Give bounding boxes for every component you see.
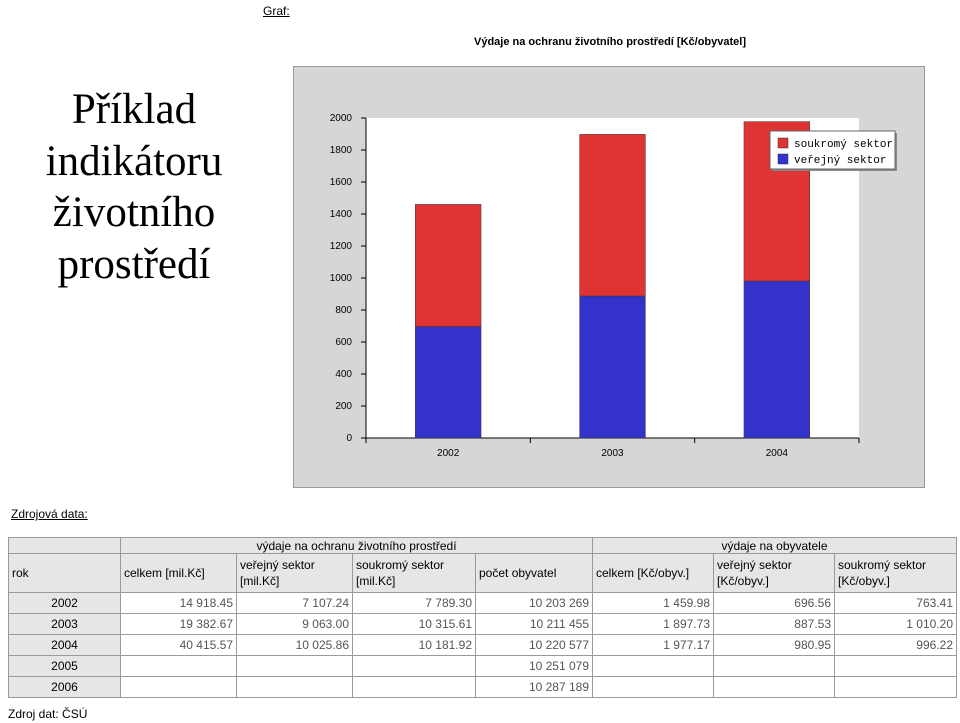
y-tick-label: 1200 — [329, 241, 352, 252]
bar-segment — [415, 204, 481, 326]
y-tick-label: 1000 — [329, 273, 352, 284]
table-cell: 10 251 079 — [476, 656, 593, 677]
table-year-cell: 2004 — [9, 635, 121, 656]
x-tick-label: 2002 — [437, 448, 460, 459]
table-cell: 40 415.57 — [121, 635, 237, 656]
table-cell — [593, 677, 714, 698]
table-cell: 7 789.30 — [353, 593, 476, 614]
y-tick-label: 400 — [335, 369, 352, 380]
table-group-header: výdaje na ochranu životního prostředí — [121, 538, 593, 554]
table-cell: 887.53 — [714, 614, 835, 635]
table-cell — [353, 656, 476, 677]
table-cell — [237, 677, 353, 698]
table-cell — [714, 656, 835, 677]
bar-segment — [744, 281, 810, 438]
table-body — [9, 593, 957, 698]
y-tick-label: 200 — [335, 401, 352, 412]
table-group-header-empty — [9, 538, 121, 554]
slide-title-line: Příklad — [71, 86, 197, 133]
table-row — [9, 635, 957, 656]
table-row — [9, 593, 957, 614]
table-cell: 10 025.86 — [237, 635, 353, 656]
y-tick-label: 800 — [335, 305, 352, 316]
table-cell — [835, 677, 957, 698]
legend-label: veřejný sektor — [794, 155, 887, 167]
table-cell: 1 897.73 — [593, 614, 714, 635]
graph-link[interactable]: Graf: — [263, 4, 290, 18]
y-tick-label: 0 — [346, 433, 352, 444]
table-cell: 10 211 455 — [476, 614, 593, 635]
table-year-cell: 2002 — [9, 593, 121, 614]
y-tick-label: 2000 — [329, 113, 352, 124]
y-tick-label: 1400 — [329, 209, 352, 220]
table-header-row — [9, 554, 957, 593]
legend-label: soukromý sektor — [794, 139, 894, 151]
table-cell: 696.56 — [714, 593, 835, 614]
table-cell: 9 063.00 — [237, 614, 353, 635]
table-row — [9, 614, 957, 635]
table-column-header: celkem [mil.Kč] — [121, 554, 237, 593]
slide-title — [18, 84, 250, 290]
table-year-cell: 2006 — [9, 677, 121, 698]
table-column-header: počet obyvatel — [476, 554, 593, 593]
bar-segment — [580, 296, 646, 438]
table-cell: 10 181.92 — [353, 635, 476, 656]
table-column-header: veřejný sektor [Kč/obyv.] — [714, 554, 835, 593]
table-cell: 10 315.61 — [353, 614, 476, 635]
table-cell: 1 977.17 — [593, 635, 714, 656]
table-column-header: veřejný sektor [mil.Kč] — [237, 554, 353, 593]
chart-title: Výdaje na ochranu životního prostředí [Kč/obyvatel] — [474, 36, 746, 48]
table-year-cell: 2005 — [9, 656, 121, 677]
slide-title-line: prostředí — [57, 240, 211, 288]
table-year-cell: 2003 — [9, 614, 121, 635]
table-cell — [121, 677, 237, 698]
table-cell — [835, 656, 957, 677]
table-cell: 10 287 189 — [476, 677, 593, 698]
table-cell — [593, 656, 714, 677]
table-group-header: výdaje na obyvatele — [593, 538, 957, 554]
source-data-table — [8, 537, 957, 698]
table-cell: 10 220 577 — [476, 635, 593, 656]
table-cell: 19 382.67 — [121, 614, 237, 635]
bar-segment — [415, 327, 481, 438]
table-cell: 1 010.20 — [835, 614, 957, 635]
x-tick-label: 2004 — [765, 448, 788, 459]
slide-title-line: indikátoru — [45, 137, 223, 185]
table-column-header: soukromý sektor [Kč/obyv.] — [835, 554, 957, 593]
table-column-header: rok — [9, 554, 121, 593]
table-row — [9, 677, 957, 698]
legend-swatch — [778, 154, 788, 164]
table-column-header: soukromý sektor [mil.Kč] — [353, 554, 476, 593]
table-row — [9, 656, 957, 677]
table-cell: 7 107.24 — [237, 593, 353, 614]
table-cell: 1 459.98 — [593, 593, 714, 614]
y-tick-label: 600 — [335, 337, 352, 348]
y-tick-label: 1600 — [329, 177, 352, 188]
table-cell: 763.41 — [835, 593, 957, 614]
table-column-header: celkem [Kč/obyv.] — [593, 554, 714, 593]
source-note: Zdroj dat: ČSÚ — [8, 707, 88, 721]
table-cell: 996.22 — [835, 635, 957, 656]
table-cell: 10 203 269 — [476, 593, 593, 614]
chart — [293, 66, 925, 488]
table-cell: 980.95 — [714, 635, 835, 656]
table-cell — [121, 656, 237, 677]
table-group-header-row — [9, 538, 957, 554]
x-tick-label: 2003 — [601, 448, 624, 459]
table-cell — [237, 656, 353, 677]
slide-title-line: životního — [52, 189, 216, 237]
source-data-link[interactable]: Zdrojová data: — [11, 507, 88, 521]
y-tick-label: 1800 — [329, 145, 352, 156]
table-cell — [714, 677, 835, 698]
bar-segment — [580, 134, 646, 296]
table-cell: 14 918.45 — [121, 593, 237, 614]
table-cell — [353, 677, 476, 698]
legend-swatch — [778, 138, 788, 148]
